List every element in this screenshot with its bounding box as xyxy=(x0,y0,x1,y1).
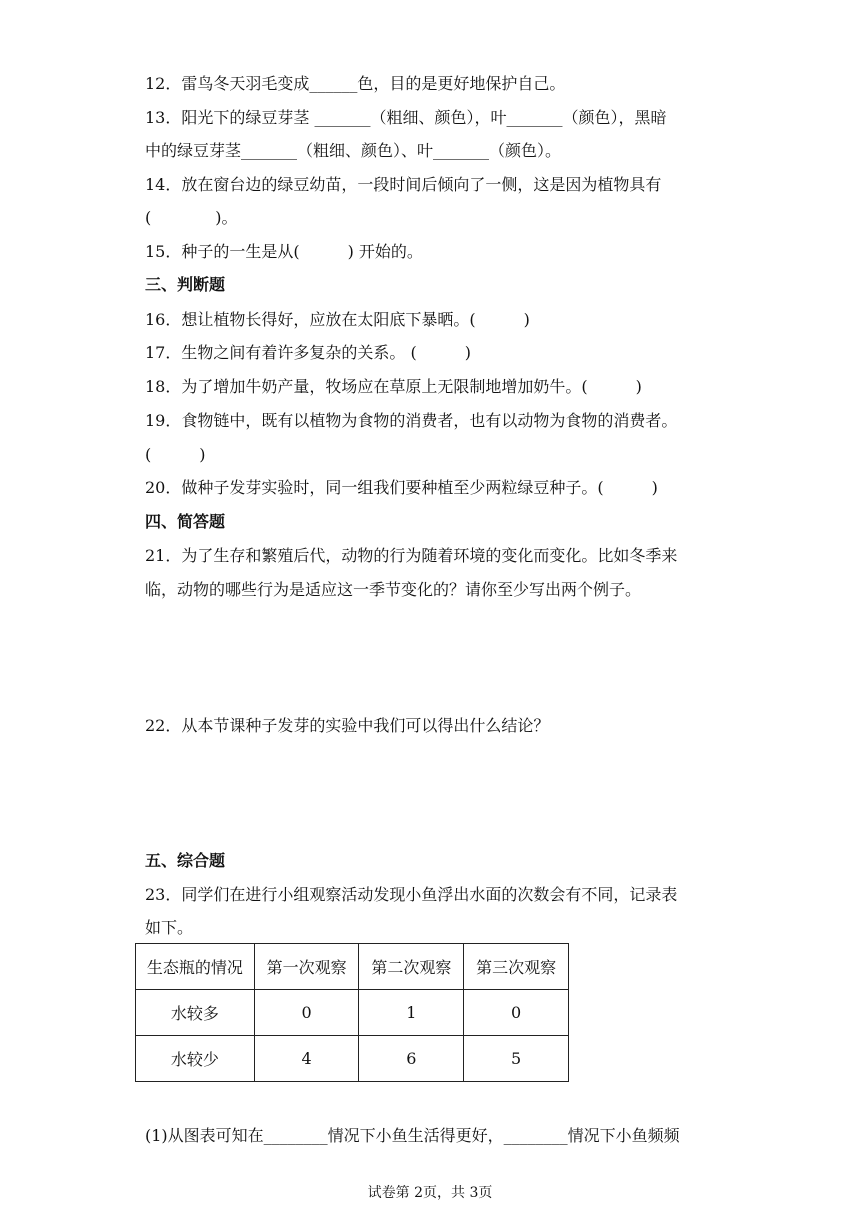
table-cell: 5 xyxy=(464,1036,569,1082)
question-14-line-1: 14．放在窗台边的绿豆幼苗，一段时间后倾向了一侧，这是因为植物具有 xyxy=(145,175,662,194)
table-header-cell: 生态瓶的情况 xyxy=(136,944,255,990)
question-16: 16．想让植物长得好，应放在太阳底下暴晒。( ) xyxy=(145,310,530,329)
table-cell: 1 xyxy=(359,990,464,1036)
question-21-line-1: 21．为了生存和繁殖后代，动物的行为随着环境的变化而变化。比如冬季来 xyxy=(145,546,678,565)
question-23-line-1: 23．同学们在进行小组观察活动发现小鱼浮出水面的次数会有不同，记录表 xyxy=(145,885,678,904)
table-header-row xyxy=(136,944,569,990)
question-20: 20．做种子发芽实验时，同一组我们要种植至少两粒绿豆种子。( ) xyxy=(145,478,658,497)
page-footer: 试卷第 2页，共 3页 xyxy=(367,1185,493,1201)
table-header-cell: 第三次观察 xyxy=(464,944,569,990)
question-21-line-2: 临，动物的哪些行为是适应这一季节变化的？请你至少写出两个例子。 xyxy=(145,580,642,599)
question-13-line-2: 中的绿豆芽茎_______（粗细、颜色）、叶_______（颜色）。 xyxy=(145,141,562,160)
table-header-cell: 第二次观察 xyxy=(359,944,464,990)
question-15: 15．种子的一生是从( ) 开始的。 xyxy=(145,242,423,261)
table-cell: 0 xyxy=(464,990,569,1036)
question-19-line-2: ( ) xyxy=(145,445,206,464)
section-3-heading: 三、判断题 xyxy=(145,275,226,294)
table-cell: 6 xyxy=(359,1036,464,1082)
question-19-line-1: 19．食物链中，既有以植物为食物的消费者，也有以动物为食物的消费者。 xyxy=(145,411,678,430)
table-row xyxy=(136,990,569,1036)
question-23-line-2: 如下。 xyxy=(145,918,194,937)
table-row xyxy=(136,1036,569,1082)
section-4-heading: 四、简答题 xyxy=(145,512,226,531)
question-17: 17．生物之间有着许多复杂的关系。 ( ) xyxy=(145,343,471,362)
question-23-part-1: (1)从图表可知在________情况下小鱼生活得更好，________情况下小鱼频频 xyxy=(145,1126,680,1145)
table-header-cell: 第一次观察 xyxy=(254,944,359,990)
question-13-line-1: 13．阳光下的绿豆芽茎 _______（粗细、颜色），叶_______（颜色），黑暗 xyxy=(145,108,667,127)
question-18: 18．为了增加牛奶产量，牧场应在草原上无限制地增加奶牛。( ) xyxy=(145,377,642,396)
table-cell: 0 xyxy=(254,990,359,1036)
question-22: 22．从本节课种子发芽的实验中我们可以得出什么结论？ xyxy=(145,716,550,735)
question-12: 12．雷鸟冬天羽毛变成______色，目的是更好地保护自己。 xyxy=(145,74,566,93)
table-cell: 水较少 xyxy=(136,1036,255,1082)
table-cell: 4 xyxy=(254,1036,359,1082)
question-14-line-2: ( )。 xyxy=(145,208,238,227)
table-cell: 水较多 xyxy=(136,990,255,1036)
observation-table xyxy=(135,943,569,1082)
section-5-heading: 五、综合题 xyxy=(145,851,226,870)
